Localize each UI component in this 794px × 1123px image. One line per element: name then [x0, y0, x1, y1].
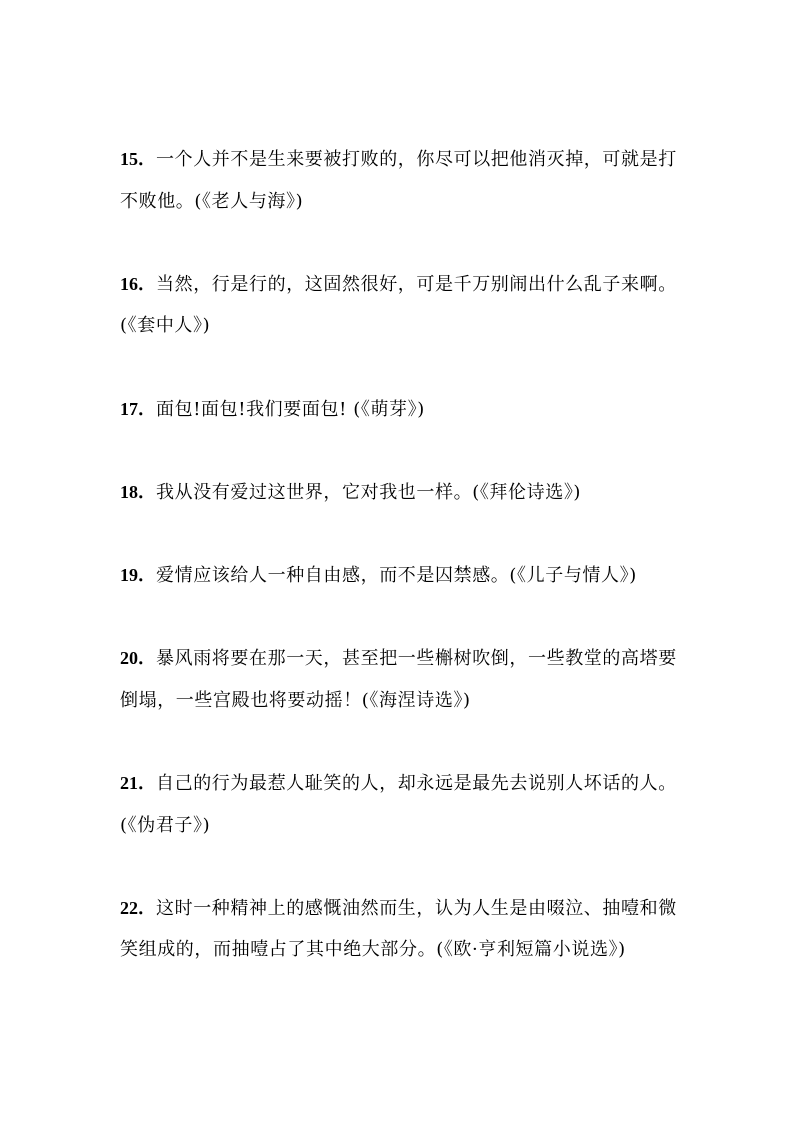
- quote-number: 17．: [120, 398, 156, 419]
- quote-text: 我从没有爱过这世界，它对我也一样。(《拜伦诗选》): [156, 481, 582, 503]
- quote-line: [120, 472, 794, 514]
- quote-line: [120, 305, 794, 347]
- quote-text: 暴风雨将要在那一天，甚至把一些槲树吹倒，一些教堂的高塔要: [156, 648, 677, 670]
- quote-number: 22．: [120, 897, 156, 918]
- quote-item: [120, 264, 794, 347]
- quote-text: (《伪君子》): [120, 814, 211, 836]
- quote-line: [120, 805, 794, 847]
- quote-text: 面包!面包!我们要面包! (《萌芽》): [156, 398, 425, 420]
- quote-text: 不败他。(《老人与海》): [120, 190, 304, 212]
- quote-text: 爱情应该给人一种自由感，而不是囚禁感。(《儿子与情人》): [156, 564, 637, 586]
- quote-line: [120, 181, 794, 223]
- quote-text: (《套中人》): [120, 315, 211, 337]
- quote-text: 笑组成的，而抽噎占了其中绝大部分。(《欧·亨利短篇小说选》): [120, 939, 626, 961]
- quote-text: 一个人并不是生来要被打败的，你尽可以把他消灭掉，可就是打: [156, 149, 677, 170]
- quote-line: [120, 680, 794, 722]
- quote-line: [120, 638, 794, 680]
- quote-item: [120, 472, 794, 514]
- quote-text: 这时一种精神上的感慨油然而生，认为人生是由啜泣、抽噎和微: [156, 897, 677, 919]
- quote-line: [120, 888, 794, 930]
- quote-line: [120, 389, 794, 431]
- quote-item: [120, 888, 794, 971]
- quote-text: 倒塌，一些宫殿也将要动摇！(《海涅诗选》): [120, 689, 471, 711]
- quote-number: 18．: [120, 481, 156, 502]
- quote-item: [120, 139, 794, 222]
- quote-number: 21．: [120, 772, 156, 793]
- quote-number: 15．: [120, 149, 156, 169]
- quote-item: [120, 389, 794, 431]
- quote-line: [120, 929, 794, 971]
- quote-text: 自己的行为最惹人耻笑的人，却永远是最先去说别人坏话的人。: [156, 772, 677, 794]
- quote-line: [120, 763, 794, 805]
- quote-item: [120, 763, 794, 846]
- quote-text: 当然，行是行的，这固然很好，可是千万别闹出什么乱子来啊。: [156, 273, 677, 295]
- quote-item: [120, 555, 794, 597]
- quote-number: 19．: [120, 564, 156, 585]
- quote-line: [120, 264, 794, 306]
- quote-line: [120, 139, 794, 181]
- quote-item: [120, 638, 794, 721]
- quote-number: 16．: [120, 273, 156, 294]
- quote-line: [120, 555, 794, 597]
- quote-number: 20．: [120, 648, 156, 669]
